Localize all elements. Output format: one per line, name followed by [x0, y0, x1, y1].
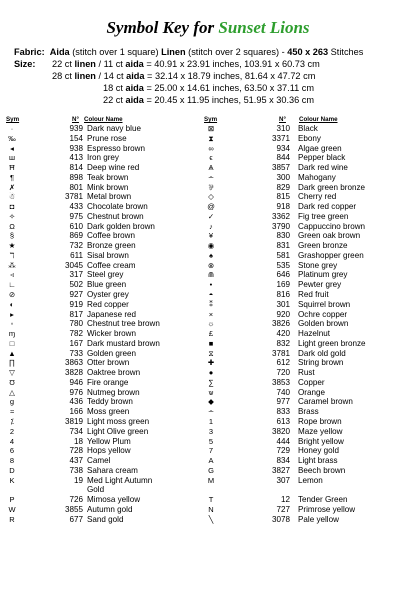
colour-name: Light Olive green [87, 426, 149, 436]
dmc-number: 317 [69, 270, 83, 280]
symbol: ◇ [208, 192, 214, 202]
symbol: ¥ [208, 231, 214, 241]
symbol: ℸ [9, 250, 15, 260]
colour-name: Fig tree green [298, 211, 349, 221]
dmc-number: 869 [69, 231, 83, 241]
colour-name: Sand gold [87, 514, 124, 524]
colour-name: Coffee brown [87, 231, 135, 241]
colour-name: Dark golden brown [87, 221, 155, 231]
symbol: g [9, 397, 15, 407]
colour-name: Wicker brown [87, 329, 137, 339]
dmc-number: 832 [276, 338, 290, 348]
symbol: × [208, 309, 214, 319]
dmc-number: 918 [276, 202, 290, 212]
colour-name: Japanese red [87, 309, 137, 319]
dmc-number: 975 [69, 211, 83, 221]
symbol: ш [8, 153, 16, 163]
symbol: Ѧ [208, 163, 214, 173]
right-header-name: Colour Name [299, 116, 338, 123]
colour-name: Sahara cream [87, 465, 138, 475]
colour-name: Dark red copper [298, 202, 357, 212]
dmc-number: 830 [276, 231, 290, 241]
symbol: P [9, 495, 15, 505]
colour-name: Light green bronze [298, 338, 366, 348]
colour-name: Teak brown [87, 172, 129, 182]
dmc-number: 898 [69, 172, 83, 182]
dmc-number: 535 [276, 260, 290, 270]
dmc-number: 300 [276, 172, 290, 182]
symbol: ⊘ [8, 290, 16, 300]
dmc-number: 939 [69, 124, 83, 133]
dmc-number: 3371 [271, 133, 290, 143]
symbol: ☃ [8, 192, 16, 202]
fabric-linen: Linen [161, 47, 186, 57]
symbol: ◘ [9, 202, 15, 212]
colour-name: Dark green bronze [298, 182, 366, 192]
colour-name: Mahogany [298, 172, 336, 182]
colour-name: Rope brown [298, 416, 342, 426]
dmc-number: 780 [69, 319, 83, 329]
colour-name: Honey gold [298, 446, 339, 456]
symbol: ◦ [10, 319, 14, 329]
colour-name: Dark old gold [298, 348, 346, 358]
dmc-number: 18 [73, 436, 83, 446]
colour-name: Hazelnut [298, 329, 330, 339]
symbol: ✚ [207, 358, 215, 368]
colour-name: Copper [298, 377, 325, 387]
dmc-number: 420 [276, 329, 290, 339]
symbol: ✧ [8, 211, 16, 221]
fabric-stitches: 450 x 263 [287, 47, 329, 57]
dmc-number: 413 [69, 153, 83, 163]
colour-name: Grashopper green [298, 250, 364, 260]
colour-name: Dark mustard brown [87, 338, 160, 348]
symbol: T [208, 495, 214, 505]
colour-name: Lemon [298, 475, 323, 485]
dmc-number: 816 [276, 290, 290, 300]
page-title [0, 18, 416, 38]
dmc-number: 677 [69, 514, 83, 524]
dmc-number: 167 [69, 338, 83, 348]
dmc-number: 612 [276, 358, 290, 368]
dmc-number: 740 [276, 387, 290, 397]
dmc-number: 727 [276, 504, 290, 514]
symbol: □ [9, 338, 15, 348]
dmc-number: 3826 [271, 319, 290, 329]
dmc-number: 833 [276, 407, 290, 417]
dmc-number: 734 [69, 426, 83, 436]
colour-name: Brass [298, 407, 319, 417]
left-header-num: N° [72, 116, 79, 123]
symbol: ⧗ [208, 133, 214, 143]
colour-name: Orange [298, 387, 325, 397]
dmc-number: 3045 [64, 260, 83, 270]
symbol: ∞ [208, 143, 214, 153]
colour-name: Dark red wine [298, 163, 348, 173]
colour-name: Yellow Plum [87, 436, 131, 446]
colour-name: Chocolate brown [87, 202, 148, 212]
colour-name: Teddy brown [87, 397, 133, 407]
size-label: Size: [14, 59, 36, 69]
dmc-number: 782 [69, 329, 83, 339]
colour-name: Bronze green [87, 241, 136, 251]
symbol: ⅌ [208, 182, 214, 192]
symbol: 7 [208, 446, 214, 456]
dmc-number: 646 [276, 270, 290, 280]
colour-name: Oyster grey [87, 290, 129, 300]
colour-name: Med Light Autumn [87, 475, 153, 485]
symbol: 4 [9, 436, 15, 446]
colour-name: Tender Green [298, 495, 348, 505]
symbol: ★ [8, 241, 16, 251]
title-accent: Sunset Lions [218, 18, 310, 37]
symbol: ∟ [8, 280, 16, 290]
symbol: ◃ [10, 270, 14, 280]
symbol: ◓ [208, 290, 214, 300]
dmc-number: 938 [69, 143, 83, 153]
colour-name: Nutmeg brown [87, 387, 140, 397]
symbol: ѡ [208, 387, 214, 397]
symbol: 1 [208, 416, 214, 426]
dmc-number: 3827 [271, 465, 290, 475]
size-line-2: 28 ct linen / 14 ct aida = 32.14 x 18.79 inches, 81.64 x 47.72 cm [52, 71, 316, 81]
fabric-aida: Aida [49, 47, 70, 57]
symbol: · [10, 124, 14, 133]
colour-name: Stone grey [298, 260, 338, 270]
fabric-stitches-word: Stitches [330, 47, 364, 57]
symbol: ∏ [8, 358, 16, 368]
dmc-number: 934 [276, 143, 290, 153]
dmc-number: 581 [276, 250, 290, 260]
colour-name: Coffee cream [87, 260, 136, 270]
colour-name: String brown [298, 358, 344, 368]
colour-name: Sisal brown [87, 250, 129, 260]
dmc-number: 502 [69, 280, 83, 290]
dmc-number: 3863 [64, 358, 83, 368]
dmc-number: 169 [276, 280, 290, 290]
colour-name: Bright yellow [298, 436, 344, 446]
dmc-number: 307 [276, 475, 290, 485]
colour-name: Cherry red [298, 192, 337, 202]
symbol: ∸ [207, 172, 215, 182]
dmc-number: 733 [69, 348, 83, 358]
dmc-number: 831 [276, 241, 290, 251]
colour-name: Deep wine red [87, 163, 140, 173]
symbol: G [208, 465, 214, 475]
colour-name: Espresso brown [87, 143, 146, 153]
symbol: ◐ [9, 299, 15, 309]
dmc-number: 844 [276, 153, 290, 163]
symbol: △ [9, 387, 15, 397]
colour-name: Otter brown [87, 358, 130, 368]
symbol: ⊠ [207, 124, 215, 133]
symbol: ∸ [207, 407, 215, 417]
symbol: 8 [9, 456, 15, 466]
symbol: D [9, 465, 15, 475]
colour-name: Blue green [87, 280, 127, 290]
fabric-linen-note: (stitch over 2 squares) - [188, 47, 285, 57]
dmc-number: 436 [69, 397, 83, 407]
size-line-1: 22 ct linen / 11 ct aida = 40.91 x 23.91 inches, 103.91 x 60.73 cm [52, 59, 320, 69]
symbol: 3 [208, 426, 214, 436]
colour-name: Cappuccino brown [298, 221, 366, 231]
colour-name: Golden brown [298, 319, 349, 329]
colour-name: Platinum grey [298, 270, 348, 280]
symbol: ∑ [208, 377, 214, 387]
colour-name: Light moss green [87, 416, 150, 426]
symbol: ✓ [207, 211, 215, 221]
symbol: ♪ [209, 221, 213, 231]
dmc-number: 720 [276, 368, 290, 378]
symbol: A [208, 456, 214, 466]
dmc-number: 834 [276, 456, 290, 466]
colour-name: Iron grey [87, 153, 119, 163]
dmc-number: 3781 [64, 192, 83, 202]
dmc-number: 3855 [64, 504, 83, 514]
symbol: ♠ [209, 250, 213, 260]
dmc-number: 444 [276, 436, 290, 446]
symbol: ✗ [8, 182, 16, 192]
dmc-number: 927 [69, 290, 83, 300]
colour-name: Steel grey [87, 270, 124, 280]
dmc-number: 738 [69, 465, 83, 475]
colour-name: Algae green [298, 143, 342, 153]
symbol: ◉ [207, 241, 215, 251]
colour-name: Green bronze [298, 241, 348, 251]
symbol: M [207, 475, 215, 485]
dmc-number: 19 [73, 475, 83, 485]
colour-name: Golden green [87, 348, 137, 358]
symbol: N [208, 504, 214, 514]
symbol: ɱ [8, 329, 16, 339]
colour-name: Ebony [298, 133, 321, 143]
colour-name: Black [298, 124, 318, 133]
fabric-label: Fabric: [14, 47, 45, 57]
dmc-number: 166 [69, 407, 83, 417]
dmc-number: 946 [69, 377, 83, 387]
dmc-number: 3781 [271, 348, 290, 358]
left-header-sym: Sym [6, 116, 20, 123]
dmc-number: 611 [70, 250, 83, 260]
colour-name: Autumn gold [87, 504, 133, 514]
colour-name: Fire orange [87, 377, 129, 387]
colour-name: Primrose yellow [298, 504, 356, 514]
dmc-number: 3362 [271, 211, 290, 221]
symbol: • [209, 280, 213, 290]
colour-name: Mink brown [87, 182, 129, 192]
symbol: 5 [208, 436, 214, 446]
dmc-number: 12 [280, 495, 290, 505]
colour-name: Red fruit [298, 290, 329, 300]
colour-name: Oaktree brown [87, 368, 141, 378]
symbol: ◆ [208, 397, 214, 407]
symbol: § [9, 231, 15, 241]
symbol: ⁒ [10, 416, 14, 426]
dmc-number: 726 [69, 495, 83, 505]
symbol: ⁂ [8, 260, 16, 270]
dmc-number: 801 [69, 182, 83, 192]
dmc-number: 817 [69, 309, 83, 319]
colour-name: Hops yellow [87, 446, 131, 456]
dmc-number: 613 [276, 416, 290, 426]
dmc-number: 920 [276, 309, 290, 319]
symbol: ‰ [8, 133, 16, 143]
colour-name: Beech brown [298, 465, 346, 475]
colour-name: Light brass [298, 456, 338, 466]
dmc-number: 3790 [271, 221, 290, 231]
colour-name: Chestnut tree brown [87, 319, 160, 329]
symbol: ⋒ [207, 270, 215, 280]
symbol: ¶ [9, 172, 15, 182]
dmc-number: 301 [276, 299, 290, 309]
symbol: ▸ [10, 309, 14, 319]
colour-name: Pepper black [298, 153, 346, 163]
symbol: Ħ [9, 163, 15, 173]
dmc-number: 919 [69, 299, 83, 309]
colour-name: Gold [87, 485, 105, 495]
dmc-number: 3078 [271, 514, 290, 524]
symbol: 6 [9, 446, 15, 456]
dmc-number: 728 [69, 446, 83, 456]
colour-name: Mimosa yellow [87, 495, 141, 505]
symbol: ● [208, 368, 214, 378]
colour-name: Prune rose [87, 133, 127, 143]
dmc-number: 814 [69, 163, 83, 173]
colour-name: Squirrel brown [298, 299, 351, 309]
dmc-number: 976 [69, 387, 83, 397]
symbol: Ω [9, 221, 15, 231]
colour-name: Moss green [87, 407, 130, 417]
dmc-number: 3819 [64, 416, 83, 426]
right-header-sym: Sym [204, 116, 218, 123]
size-line-4: 22 ct aida = 20.45 x 11.95 inches, 51.95 x 30.36 cm [103, 95, 315, 105]
symbol: ⧖ [208, 348, 214, 358]
dmc-number: 3857 [271, 163, 290, 173]
symbol: ╲ [208, 514, 214, 524]
colour-name: Maze yellow [298, 426, 343, 436]
dmc-number: 433 [69, 202, 83, 212]
colour-name: Metal brown [87, 192, 132, 202]
symbol: @ [207, 202, 215, 212]
symbol: ▲ [8, 348, 16, 358]
dmc-number: 310 [276, 124, 290, 133]
dmc-number: 829 [276, 182, 290, 192]
symbol: ⁑ [209, 299, 213, 309]
fabric-line [14, 47, 363, 58]
symbol: 2 [9, 426, 15, 436]
symbol: ⊗ [207, 260, 215, 270]
dmc-number: 732 [69, 241, 83, 251]
dmc-number: 3820 [271, 426, 290, 436]
right-header-num: N° [279, 116, 286, 123]
colour-name: Dark navy blue [87, 124, 141, 133]
symbol: £ [208, 329, 214, 339]
colour-name: Rust [298, 368, 315, 378]
colour-name: Pewter grey [298, 280, 342, 290]
symbol: ϵ [209, 153, 213, 163]
symbol: Ʊ [9, 377, 15, 387]
dmc-number: 437 [69, 456, 83, 466]
colour-name: Caramel brown [298, 397, 353, 407]
symbol: ☼ [207, 319, 215, 329]
colour-name: Green oak brown [298, 231, 361, 241]
symbol: ▽ [9, 368, 15, 378]
colour-name: Chestnut brown [87, 211, 144, 221]
symbol: W [8, 504, 16, 514]
colour-name: Pale yellow [298, 514, 339, 524]
symbol: R [9, 514, 15, 524]
title-main: Symbol Key for [106, 18, 215, 37]
dmc-number: 3853 [271, 377, 290, 387]
fabric-aida-note: (stitch over 1 square) [72, 47, 159, 57]
dmc-number: 154 [69, 133, 83, 143]
symbol: ≈ [9, 407, 15, 417]
colour-name: Camel [87, 456, 111, 466]
symbol: ◂ [10, 143, 14, 153]
dmc-number: 815 [276, 192, 290, 202]
dmc-number: 610 [69, 221, 83, 231]
size-line-3: 18 ct aida = 25.00 x 14.61 inches, 63.50 x 37.11 cm [103, 83, 315, 93]
colour-name: Ochre copper [298, 309, 348, 319]
dmc-number: 3828 [64, 368, 83, 378]
dmc-number: 729 [276, 446, 290, 456]
left-header-name: Colour Name [84, 116, 123, 123]
colour-name: Red copper [87, 299, 129, 309]
dmc-number: 977 [276, 397, 290, 407]
symbol: K [9, 475, 15, 485]
symbol: ■ [208, 338, 214, 348]
